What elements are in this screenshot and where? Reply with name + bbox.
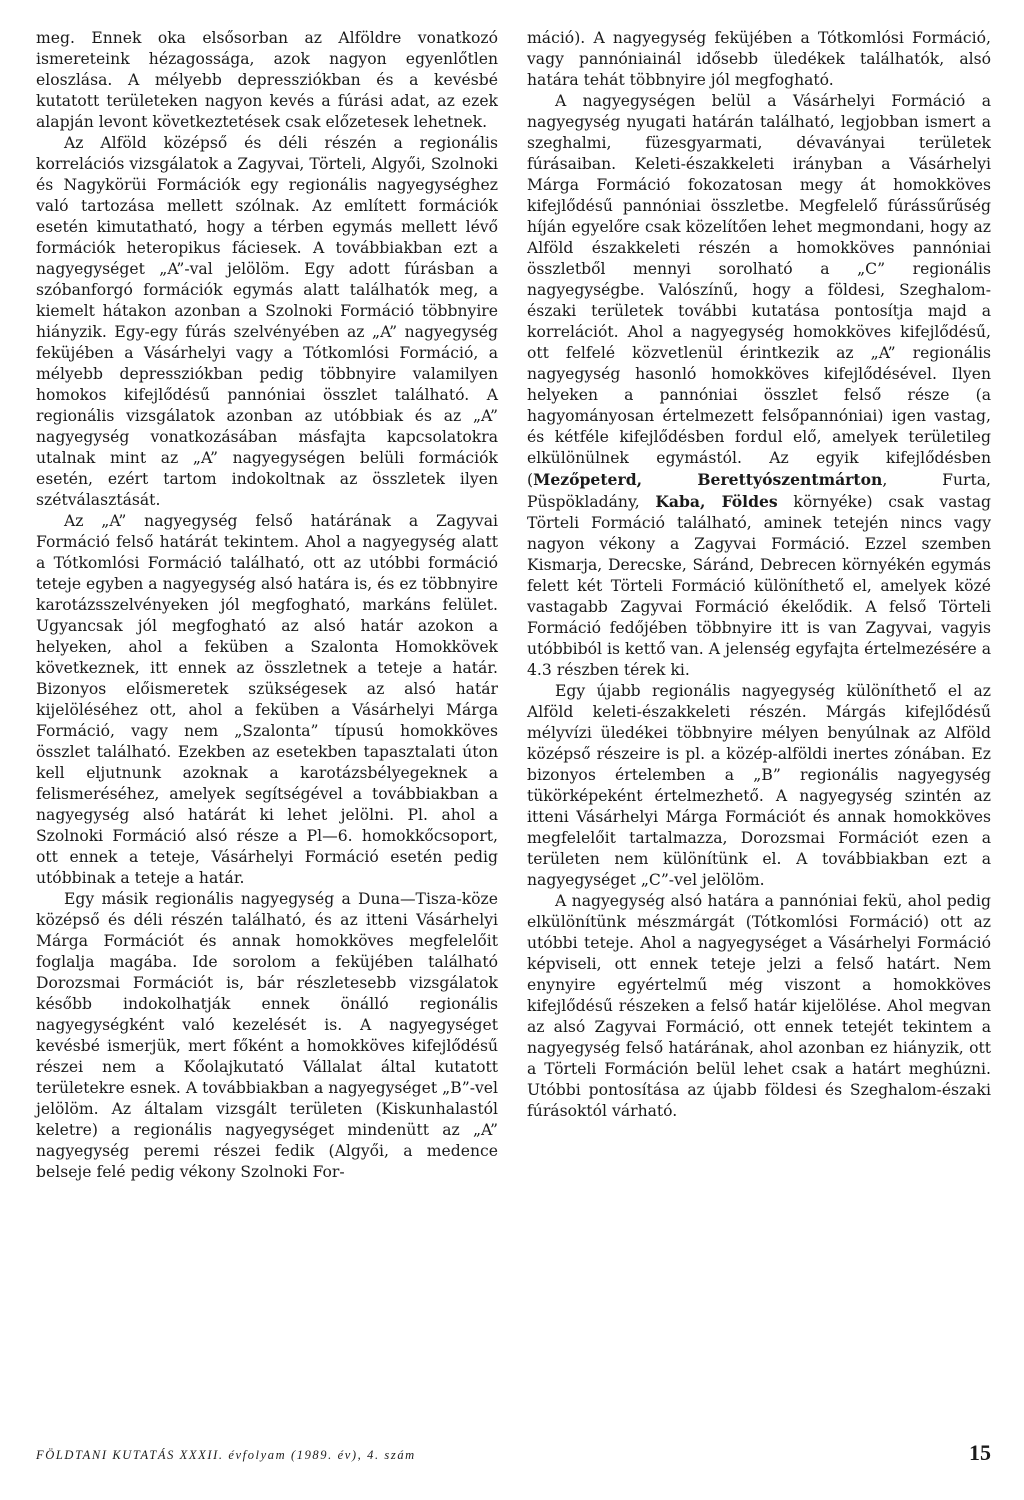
journal-citation: FÖLDTANI KUTATÁS XXXII. évfolyam (1989. év), 4. szám: [36, 1448, 416, 1462]
page-number: 15: [969, 1440, 991, 1465]
right-paragraph-1: máció). A nagyegység feküjében a Tótkomlósi Formáció, vagy pannóniainál idősebb üledékek találhatók, alsó határa tehát többnyire jól megfogható.: [527, 29, 991, 89]
right-paragraph-4: A nagyegység alsó határa a pannóniai fekü, ahol pedig elkülönítünk mészmárgát (Tótkomlósi Formáció) ott az utóbbi teteje. Ahol a nagyegységet a Vásárhelyi Formáció képviseli, ott ennek teteje jelzi a felső határt. Nem enynyire egyértelmű még viszont a homokköves kifejlődésű részeken a felső határ kijelölése. Ahol megvan az alsó Zagyvai Formáció, ott ennek tetejét tekintem a nagyegység felső határának, ahol azonban ez hiányzik, ott a Törteli Formáción belül lehet csak a határt meghúzni. Utóbbi pontosítása az újabb földesi és Szeghalom-északi fúrásoktól várható.: [527, 892, 991, 1120]
bold-locations-2: Kaba, Földes: [655, 492, 778, 511]
right-paragraph-2: [527, 91, 991, 681]
left-paragraph-4: Egy másik regionális nagyegység a Duna—Tisza-köze középső és déli részén található, és az itteni Vásárhelyi Márga Formációt és annak homokköves megfelelőit foglalja magába. Ide sorolom a feküjében található Dorozsmai Formációt is, bár részletesebb vizsgálatok később indokolhatják ennek önálló regionális nagyegységként való kezelését is. A nagyegységet kevésbé ismerjük, mert főként a homokköves kifejlődésű részei nem a Kőolajkutató Vállalat által kutatott területekre esnek. A továbbiakban a nagyegységet „B”-vel jelölöm. Az általam vizsgált területen (Kiskunhalastól keletre) a regionális nagyegységet mindenütt az „A” nagyegység peremi részei fedik (Algyői, a medence belseje felé pedig vékony Szolnoki For-: [36, 890, 498, 1181]
bold-locations-1: Mezőpeterd, Berettyószentmárton: [533, 470, 883, 489]
page-footer: [36, 1440, 991, 1470]
left-paragraph-1: meg. Ennek oka elsősorban az Alföldre vonatkozó ismereteink hézagossága, azok nagyon egyenlőtlen eloszlása. A mélyebb depressziókban és a kevésbé kutatott területeken nagyon kevés a fúrási adat, az ezek alapján levont következtetések csak előzetesek lehetnek.: [36, 29, 498, 131]
left-column: [36, 28, 498, 1183]
right-paragraph-2-text-c: környéke) csak vastag Törteli Formáció található, aminek tetején nincs vagy nagyon vékony a Zagyvai Formáció. Ezzel szemben Kismarja, Derecske, Sáránd, Debrecen környékén egymás felett két Törteli Formáció különíthető el, amelyek közé vastagabb Zagyvai Formáció ékelődik. A felső Törteli Formáció fedőjében többnyire itt is van Zagyvai, vagyis utóbbiból is kettő van. A jelenség egyfajta értelmezésére a 4.3 részben térek ki.: [527, 493, 991, 679]
right-paragraph-2-text-a: A nagyegységen belül a Vásárhelyi Formáció a nagyegység nyugati határán található, legjobban ismert a szeghalmi, füzesgyarmati, dévaványai területek fúrásaiban. Keleti-északkeleti irányban a Vásárhelyi Márga Formáció fokozatosan megy át homokköves kifejlődésű pannóniai összletbe. Megfelelő fúrássűrűség híján egyelőre csak közelítően lehet megmondani, hogy az Alföld északkeleti részén a homokköves pannóniai összletből mennyi sorolható a „C” regionális nagyegységbe. Valószínű, hogy a földesi, Szeghalom-északi területek további kutatása pontosítja majd a korrelációt. Ahol a nagyegység homokköves kifejlődésű, ott felfelé közvetlenül érintkezik az „A” regionális nagyegység hasonló homokköves kifejlődésével. Ilyen helyeken a pannóniai összlet felső része (a hagyományosan értelmezett felsőpannóniai) igen vastag, és kétféle kifejlődésben fordul elő, amelyek területileg elkülönülnek egymástól. Az egyik kifejlődésben (: [527, 92, 991, 489]
left-paragraph-3: Az „A” nagyegység felső határának a Zagyvai Formáció felső határát tekintem. Ahol a nagyegység alatt a Tótkomlósi Formáció található, ott az utóbbi formáció teteje egyben a nagyegység alsó határa is, és ez többnyire karotázsszelvényeken jól megfogható, markáns felület. Ugyancsak jól megfogható az alsó határ azokon a helyeken, ahol a feküben a Szalonta Homokkövek következnek, itt ennek az összletnek a teteje a határ. Bizonyos előismeretek szükségesek az alsó határ kijelöléséhez ott, ahol a feküben a Vásárhelyi Márga Formáció, vagy nem „Szalonta” típusú homokköves összlet található. Ezekben az esetekben tapasztalati úton kell eljutnunk azoknak a karotázsbélyegeknek a felismeréséhez, amelyek segítségével a továbbiakban a nagyegység alsó határát ki lehet jelölni. Pl. ahol a Szolnoki Formáció alsó része a Pl—6. homokkőcsoport, ott ennek a teteje, Vásárhelyi Formáció esetén pedig utóbbinak a teteje a határ.: [36, 512, 498, 887]
right-column: [527, 28, 991, 1122]
right-paragraph-3: Egy újabb regionális nagyegység különíthető el az Alföld keleti-északkeleti részén. Márgás kifejlődésű mélyvízi üledékei többnyire mélyen benyúlnak az Alföld középső részeire is pl. a közép-alföldi inertes zónában. Ez bizonyos értelemben a „B” regionális nagyegység tükörképeként értelmezhető. A nagyegység szintén az itteni Vásárhelyi Márga Formációt és annak homokköves megfelelőit tartalmazza, Dorozsmai Formációt ezen a területen nem különítünk el. A továbbiakban ezt a nagyegységet „C”-vel jelölöm.: [527, 682, 991, 889]
right-paragraph-2-text-b: , Furta, Püspökladány,: [527, 471, 991, 511]
left-paragraph-2: Az Alföld középső és déli részén a regionális korrelációs vizsgálatok a Zagyvai, Törteli, Algyői, Szolnoki és Nagykörüi Formációk egy regionális nagyegységhez való tartozása mellett szólnak. Az említett formációk esetén kimutatható, hogy a térben egymás mellett lévő formációk heteropikus fáciesek. A továbbiakban ezt a nagyegységet „A”-val jelölöm. Egy adott fúrásban a szóbanforgó formációk egymás alatt találhatók meg, a kiemelt hátakon azonban a Szolnoki Formáció többnyire hiányzik. Egy-egy fúrás szelvényében az „A” nagyegység feküjében a Vásárhelyi vagy a Tótkomlósi Formáció, a mélyebb depressziókban pedig többnyire valamilyen homokos kifejlődésű pannóniai összlet található. A regionális vizsgálatok azonban az utóbbiak és az „A” nagyegység vonatkozásában másfajta kapcsolatokra utalnak mint az „A” nagyegységen belüli formációk esetén, ezért tartom indokoltnak az összletek ilyen szétválasztását.: [36, 134, 498, 509]
